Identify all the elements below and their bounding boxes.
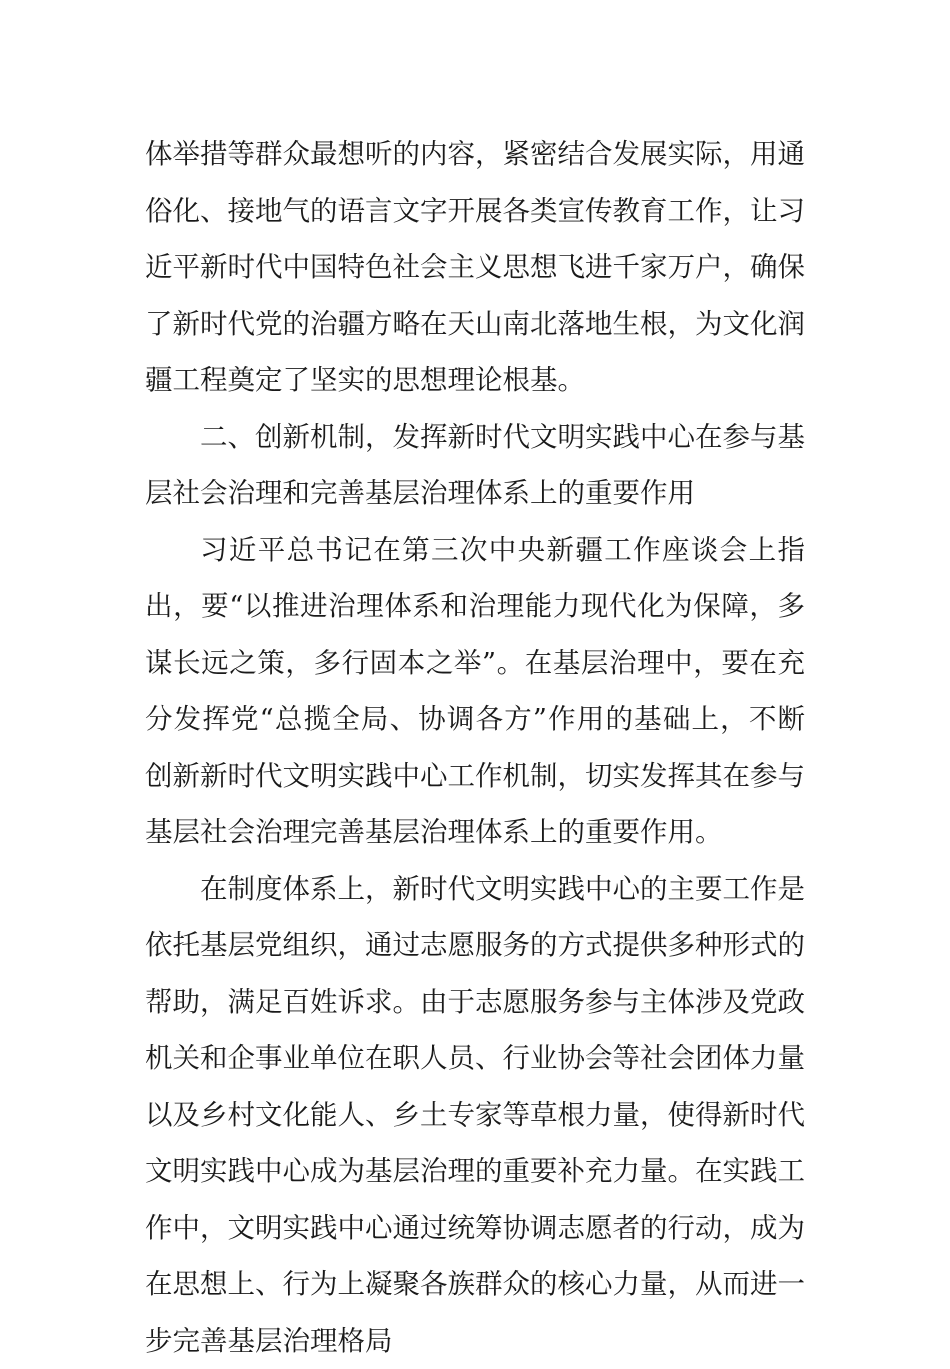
paragraph-quote: 习近平总书记在第三次中央新疆工作座谈会上指出，要“以推进治理体系和治理能力现代化为保障，多谋长远之策，多行固本之举”。在基层治理中，要在充分发挥党“总揽全局、协调各方”作用的基础上，不断创新新时代文明实践中心工作机制，切实发挥其在参与基层社会治理完善基层治理体系上的重要作用。 [145,522,805,861]
paragraph-system: 在制度体系上，新时代文明实践中心的主要工作是依托基层党组织，通过志愿服务的方式提供多种形式的帮助，满足百姓诉求。由于志愿服务参与主体涉及党政机关和企事业单位在职人员、行业协会等社会团体力量以及乡村文化能人、乡土专家等草根力量，使得新时代文明实践中心成为基层治理的重要补充力量。在实践工作中，文明实践中心通过统筹协调志愿者的行动，成为在思想上、行为上凝聚各族群众的核心力量，从而进一步完善基层治理格局 [145,861,805,1369]
paragraph-continuation: 体举措等群众最想听的内容，紧密结合发展实际，用通俗化、接地气的语言文字开展各类宣传教育工作，让习近平新时代中国特色社会主义思想飞进千家万户，确保了新时代党的治疆方略在天山南北落地生根，为文化润疆工程奠定了坚实的思想理论根基。 [145,126,805,409]
document-body [145,126,805,1369]
section-heading: 二、创新机制，发挥新时代文明实践中心在参与基层社会治理和完善基层治理体系上的重要作用 [145,409,805,522]
